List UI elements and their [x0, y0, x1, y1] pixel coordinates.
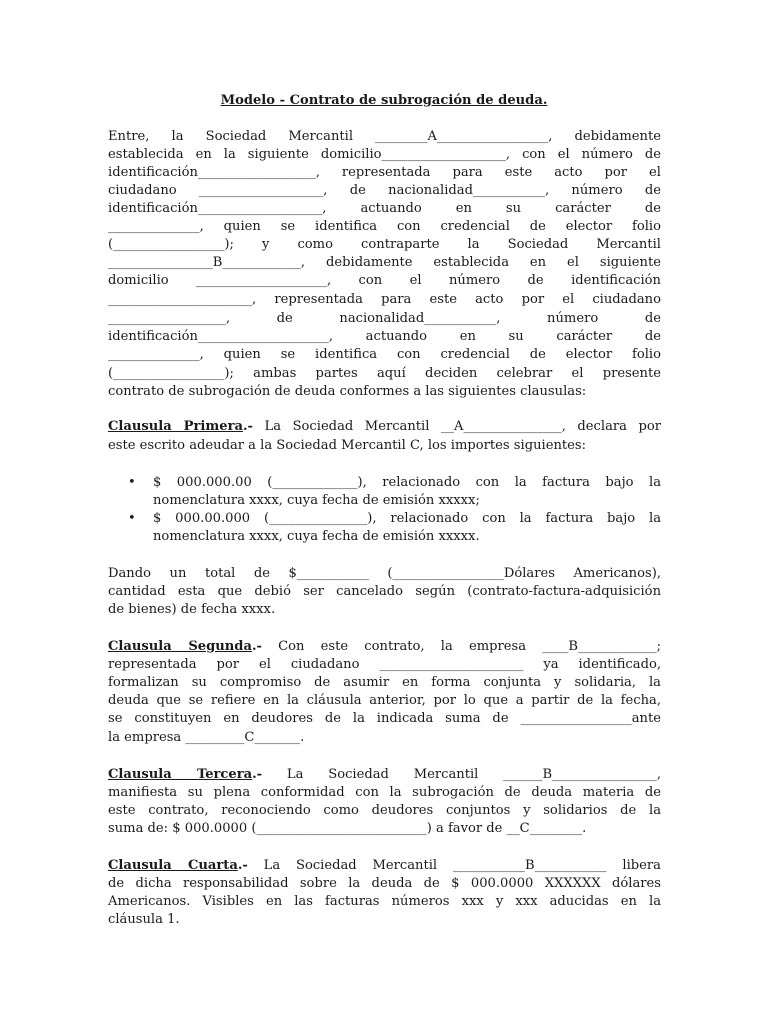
clause2-line: la empresa _________C_______. — [108, 730, 305, 745]
intro-line: domicilio ____________________, con el número de identificación — [108, 273, 661, 288]
clause4-line: cláusula 1. — [108, 912, 180, 927]
clause4-line: de dicha responsabilidad sobre la deuda de $ 000.0000 XXXXXX dólares — [108, 876, 661, 891]
intro-line: Entre, la Sociedad Mercantil ________A_________________, debidamente — [108, 129, 661, 144]
clause2-line — [108, 638, 661, 656]
intro-line: ________________B____________, debidamente establecida en el siguiente — [108, 255, 661, 270]
intro-line: identificación___________________, actuando en su carácter de — [108, 201, 661, 216]
clause2-line: deuda que se refiere en la cláusula anterior, por lo que a partir de la fecha, — [108, 693, 661, 708]
intro-line: identificación____________________, actuando en su carácter de — [108, 329, 661, 344]
clause2-text: Con este contrato, la empresa ____B____________; — [261, 639, 661, 654]
intro-line: ______________, quien se identifica con credencial de elector folio — [108, 219, 661, 234]
clause4-text: La Sociedad Mercantil ___________B___________ libera — [247, 858, 661, 873]
bullet-marker: • — [128, 511, 136, 526]
intro-line: ______________, quien se identifica con credencial de elector folio — [108, 347, 661, 362]
clause2-dash: .- — [251, 639, 262, 654]
total-line: cantidad esta que debió ser cancelado según (contrato-factura-adquisición — [108, 584, 661, 599]
clause3-dash: .- — [252, 767, 263, 782]
clause1-dash: .- — [242, 419, 253, 434]
bullet-line: nomenclatura xxxx, cuya fecha de emisión xxxxx. — [153, 529, 480, 544]
clause3-line: suma de: $ 000.0000 (__________________________) a favor de __C________. — [108, 821, 587, 836]
clause2-line: formalizan su compromiso de asumir en forma conjunta y solidaria, la — [108, 675, 661, 690]
total-line: de bienes) de fecha xxxx. — [108, 602, 276, 617]
bullet-line: $ 000.00.000 (_______________), relacionado con la factura bajo la — [153, 511, 661, 526]
bullet-line: nomenclatura xxxx, cuya fecha de emisión xxxxx; — [153, 493, 480, 508]
total-line: Dando un total de $___________ (_________________Dólares Americanos), — [108, 566, 661, 581]
intro-line: (_________________); y como contraparte la Sociedad Mercantil — [108, 237, 661, 252]
intro-line: ciudadano ___________________, de nacionalidad___________, número de — [108, 183, 661, 198]
intro-line: contrato de subrogación de deuda conformes a las siguientes clausulas: — [108, 384, 587, 399]
clause2-line: representada por el ciudadano ______________________ ya identificado, — [108, 657, 661, 672]
clause4-line — [108, 857, 661, 875]
intro-line: identificación__________________, representada para este acto por el — [108, 165, 661, 180]
intro-line: establecida en la siguiente domicilio___________________, con el número de — [108, 147, 661, 162]
clause1-text: La Sociedad Mercantil __A_______________, declara por — [252, 419, 662, 434]
clause3-text: La Sociedad Mercantil ______B________________, — [262, 767, 661, 782]
intro-line: __________________, de nacionalidad___________, número de — [108, 311, 661, 326]
clause2-line: se constituyen en deudores de la indicada suma de _________________ante — [108, 711, 661, 726]
document-title: Modelo - Contrato de subrogación de deuda. — [220, 93, 548, 108]
bullet-marker: • — [128, 475, 136, 490]
clause3-line: manifiesta su plena conformidad con la subrogación de deuda materia de — [108, 785, 661, 800]
clause1-line: este escrito adeudar a la Sociedad Mercantil C, los importes siguientes: — [108, 438, 587, 453]
clause4-heading: Clausula Cuarta — [108, 858, 238, 873]
intro-line: ______________________, representada para este acto por el ciudadano — [108, 292, 661, 307]
clause1-line — [108, 418, 661, 436]
clause1-heading: Clausula Primera — [108, 419, 243, 434]
clause4-line: Americanos. Visibles en las facturas números xxx y xxx aducidas en la — [108, 894, 661, 909]
bullet-line: $ 000.000.00 (_____________), relacionado con la factura bajo la — [153, 475, 661, 490]
clause4-dash: .- — [237, 858, 248, 873]
clause3-line: este contrato, reconociendo como deudores conjuntos y solidarios de la — [108, 803, 661, 818]
clause2-heading: Clausula Segunda — [108, 639, 252, 654]
intro-line: (_________________); ambas partes aquí deciden celebrar el presente — [108, 366, 661, 381]
clause3-heading: Clausula Tercera — [108, 767, 253, 782]
clause3-line — [108, 766, 661, 784]
